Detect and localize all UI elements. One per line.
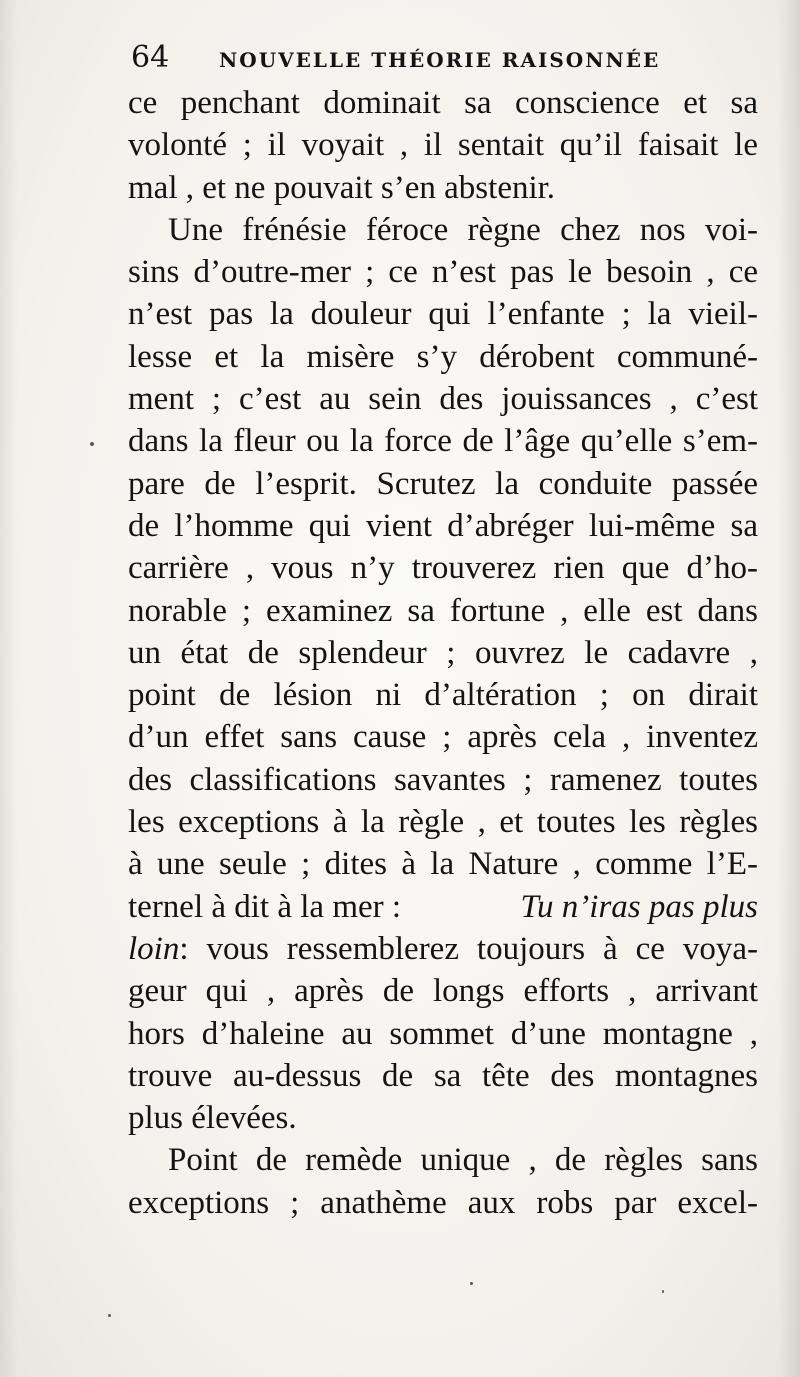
paragraph-start-line: Une frénésie féroce règne chez nos voi- bbox=[168, 211, 758, 248]
text-line: trouve au-dessus de sa tête des montagnes bbox=[128, 1057, 758, 1094]
running-head: NOUVELLE THÉORIE RAISONNÉE bbox=[219, 48, 661, 72]
text-line: mal , et ne pouvait s’en abstenir. bbox=[128, 169, 556, 206]
text-line: carrière , vous n’y trouverez rien que d’ho- bbox=[128, 550, 758, 587]
text-line: ce penchant dominait sa conscience et sa bbox=[128, 85, 758, 121]
text-line: lesse et la misère s’y dérobent communé- bbox=[128, 338, 758, 375]
page-edge-shadow bbox=[778, 0, 800, 1377]
paper-speck bbox=[108, 1314, 111, 1317]
paper-speck bbox=[470, 1282, 473, 1285]
paragraph-start-line: Point de remède unique , de règles sans bbox=[168, 1142, 758, 1179]
text-segment: ternel à dit à la mer : bbox=[128, 888, 402, 925]
paper-speck bbox=[662, 1290, 664, 1293]
italic-quote-end: loin bbox=[128, 930, 180, 967]
text-segment: : vous ressemblerez toujours à ce voya- bbox=[179, 930, 758, 967]
text-line: point de lésion ni d’altération ; on dirait bbox=[128, 677, 758, 714]
text-line: geur qui , après de longs efforts , arrivant bbox=[128, 973, 758, 1010]
paper-speck bbox=[90, 442, 94, 446]
text-line: plus élevées. bbox=[128, 1100, 297, 1137]
text-line: ment ; c’est au sein des jouissances , c’est bbox=[128, 381, 758, 418]
text-line: pare de l’esprit. Scrutez la conduite passée bbox=[128, 465, 758, 502]
text-line: exceptions ; anathème aux robs par excel- bbox=[128, 1184, 758, 1221]
text-line: un état de splendeur ; ouvrez le cadavre , bbox=[128, 634, 758, 671]
text-line: sins d’outre-mer ; ce n’est pas le besoin , ce bbox=[128, 254, 758, 291]
italic-quote: Tu n’iras pas plus bbox=[520, 888, 758, 925]
text-line: dans la fleur ou la force de l’âge qu’elle s’em- bbox=[128, 423, 758, 460]
body-text bbox=[128, 82, 758, 1224]
text-line: norable ; examinez sa fortune , elle est dans bbox=[128, 592, 758, 629]
text-line: de l’homme qui vient d’abréger lui-même sa bbox=[128, 507, 758, 544]
text-line: volonté ; il voyait , il sentait qu’il faisait le bbox=[128, 127, 758, 164]
text-line: n’est pas la douleur qui l’enfante ; la vieil- bbox=[128, 296, 758, 333]
text-line: hors d’haleine au sommet d’une montagne , bbox=[128, 1015, 758, 1052]
text-line-with-italic bbox=[128, 886, 758, 928]
text-line: des classifications savantes ; ramenez toutes bbox=[128, 761, 758, 798]
text-line: les exceptions à la règle , et toutes les règles bbox=[128, 804, 758, 841]
text-line: d’un effet sans cause ; après cela , inventez bbox=[128, 719, 758, 756]
text-line-with-italic bbox=[128, 928, 758, 970]
gutter-shadow bbox=[0, 0, 18, 1377]
text-line: à une seule ; dites à la Nature , comme l’E- bbox=[128, 846, 758, 883]
page-number: 64 bbox=[131, 40, 170, 75]
page-header bbox=[131, 36, 711, 80]
